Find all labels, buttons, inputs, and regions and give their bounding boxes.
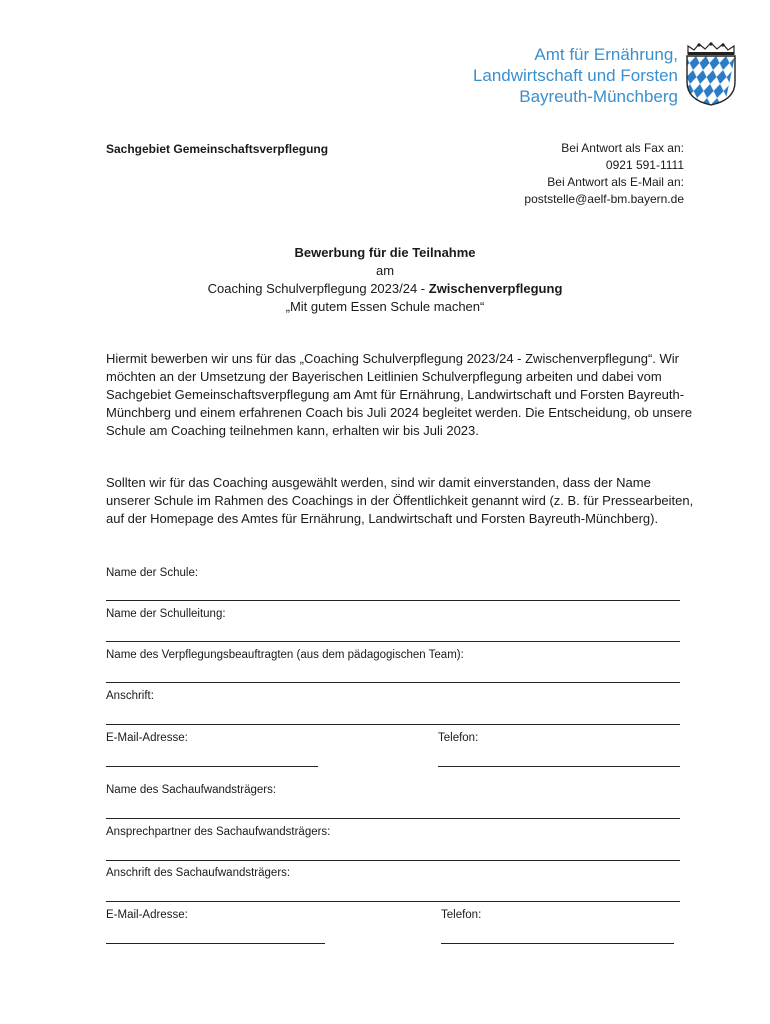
provider-email-label: E-Mail-Adresse:: [106, 909, 188, 921]
phone-line[interactable]: [438, 766, 680, 767]
email-label: E-Mail-Adresse:: [106, 732, 188, 744]
provider-name-label: Name des Sachaufwandsträgers:: [106, 784, 277, 796]
provider-phone-line[interactable]: [441, 943, 674, 944]
catering-officer-line[interactable]: [106, 682, 680, 683]
provider-email-line[interactable]: [106, 943, 325, 944]
consent-paragraph: Sollten wir für das Coaching ausgewählt werden, sind wir damit einverstanden, dass der Name unserer Schule im Rahmen des Coachings in der Öffentlichkeit genannt wird (z. B. für Pressearbeiten, auf der Homepage des Amtes für Ernährung, Landwirtschaft und Forsten Bayreuth-Münchberg).: [106, 475, 694, 526]
title-line-3-bold: Zwischenverpflegung: [428, 281, 563, 296]
provider-name-line[interactable]: [106, 818, 680, 819]
provider-address-label: Anschrift des Sachaufwandsträgers:: [106, 867, 291, 879]
school-name-label: Name der Schule:: [106, 567, 199, 579]
address-line[interactable]: [106, 724, 680, 725]
school-name-line[interactable]: [106, 600, 680, 601]
reply-fax-number: 0921 591-1111: [605, 158, 684, 172]
reply-info: [524, 140, 684, 208]
bavarian-coat-of-arms-icon: [684, 42, 738, 106]
title-line-1: Bewerbung für die Teilnahme: [294, 245, 476, 260]
address-label: Anschrift:: [106, 690, 154, 702]
email-line[interactable]: [106, 766, 318, 767]
authority-line-3: Bayreuth-Münchberg: [519, 87, 678, 106]
title-line-4: „Mit gutem Essen Schule machen“: [285, 299, 485, 314]
document-title: [0, 244, 770, 316]
authority-line-2: Landwirtschaft und Forsten: [472, 66, 678, 85]
provider-address-line[interactable]: [106, 901, 680, 902]
provider-phone-label: Telefon:: [441, 909, 482, 921]
reply-fax-label: Bei Antwort als Fax an:: [561, 141, 684, 155]
authority-line-1: Amt für Ernährung,: [534, 45, 678, 64]
school-head-line[interactable]: [106, 641, 680, 642]
reply-email-address: poststelle@aelf-bm.bayern.de: [524, 192, 684, 206]
intro-paragraph: Hiermit bewerben wir uns für das „Coaching Schulverpflegung 2023/24 - Zwischenverpflegung“. Wir möchten an der Umsetzung der Bayerischen Leitlinien Schulverpflegung arbeiten und dabei vom Sachgebiet Gemeinschaftsverpflegung am Amt für Ernährung, Landwirtschaft und Forsten Bayreuth-Münchberg und einem erfahrenen Coach bis Juli 2024 begleitet werden. Die Entscheidung, ob unsere Schule am Coaching teilnehmen kann, erhalten wir bis Juli 2023.: [106, 351, 693, 438]
school-head-label: Name der Schulleitung:: [106, 608, 226, 620]
phone-label: Telefon:: [438, 732, 479, 744]
title-line-3: [0, 280, 770, 298]
provider-contact-label: Ansprechpartner des Sachaufwandsträgers:: [106, 826, 331, 838]
title-line-3-prefix: Coaching Schulverpflegung 2023/24 -: [207, 281, 429, 296]
provider-contact-line[interactable]: [106, 860, 680, 861]
authority-name: [473, 44, 678, 107]
reply-email-label: Bei Antwort als E-Mail an:: [547, 175, 684, 189]
catering-officer-label: Name des Verpflegungsbeauftragten (aus dem pädagogischen Team):: [106, 649, 464, 661]
title-line-2: am: [375, 263, 395, 278]
department-name: Sachgebiet Gemeinschaftsverpflegung: [106, 142, 329, 156]
